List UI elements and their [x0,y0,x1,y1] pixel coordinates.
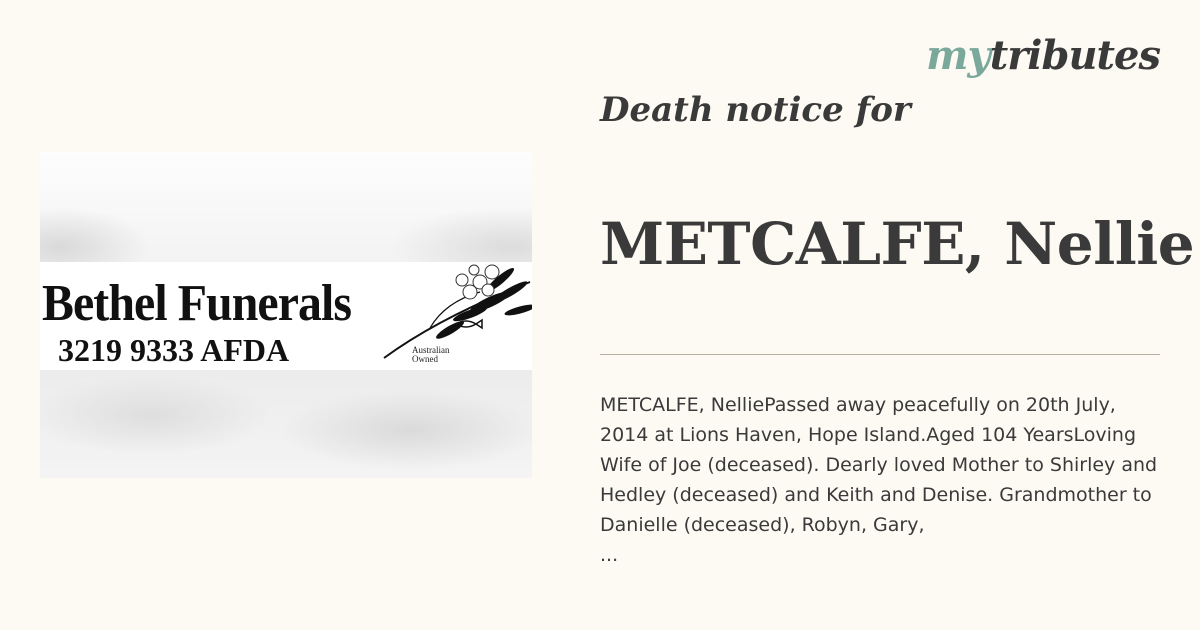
logo-tributes: tributes [989,32,1160,79]
image-blur-top [40,152,532,262]
funeral-home-phone: 3219 9333 AFDA [58,332,290,368]
notice-ellipsis: ... [600,544,619,566]
image-blur-bottom [40,370,532,478]
deceased-name: METCALFE, Nellie [600,210,1195,278]
mytributes-logo[interactable] [926,32,1160,79]
notice-subtitle: Death notice for [600,90,911,130]
australian-owned-label: Australian Owned [412,345,450,364]
funeral-home-image [40,152,532,478]
funeral-home-name: Bethel Funerals [42,275,352,332]
notice-text: METCALFE, NelliePassed away peacefully on 20th July, 2014 at Lions Haven, Hope Island.Aged 104 YearsLoving Wife of Joe (deceased). Dearly loved Mother to Shirley and Hedley (deceased) and Keith and Denise. Grandmother to Danielle (deceased), Robyn, Gary, [600,394,1158,536]
funeral-home-banner [40,262,532,370]
logo-my: my [926,32,990,79]
divider [600,354,1160,355]
